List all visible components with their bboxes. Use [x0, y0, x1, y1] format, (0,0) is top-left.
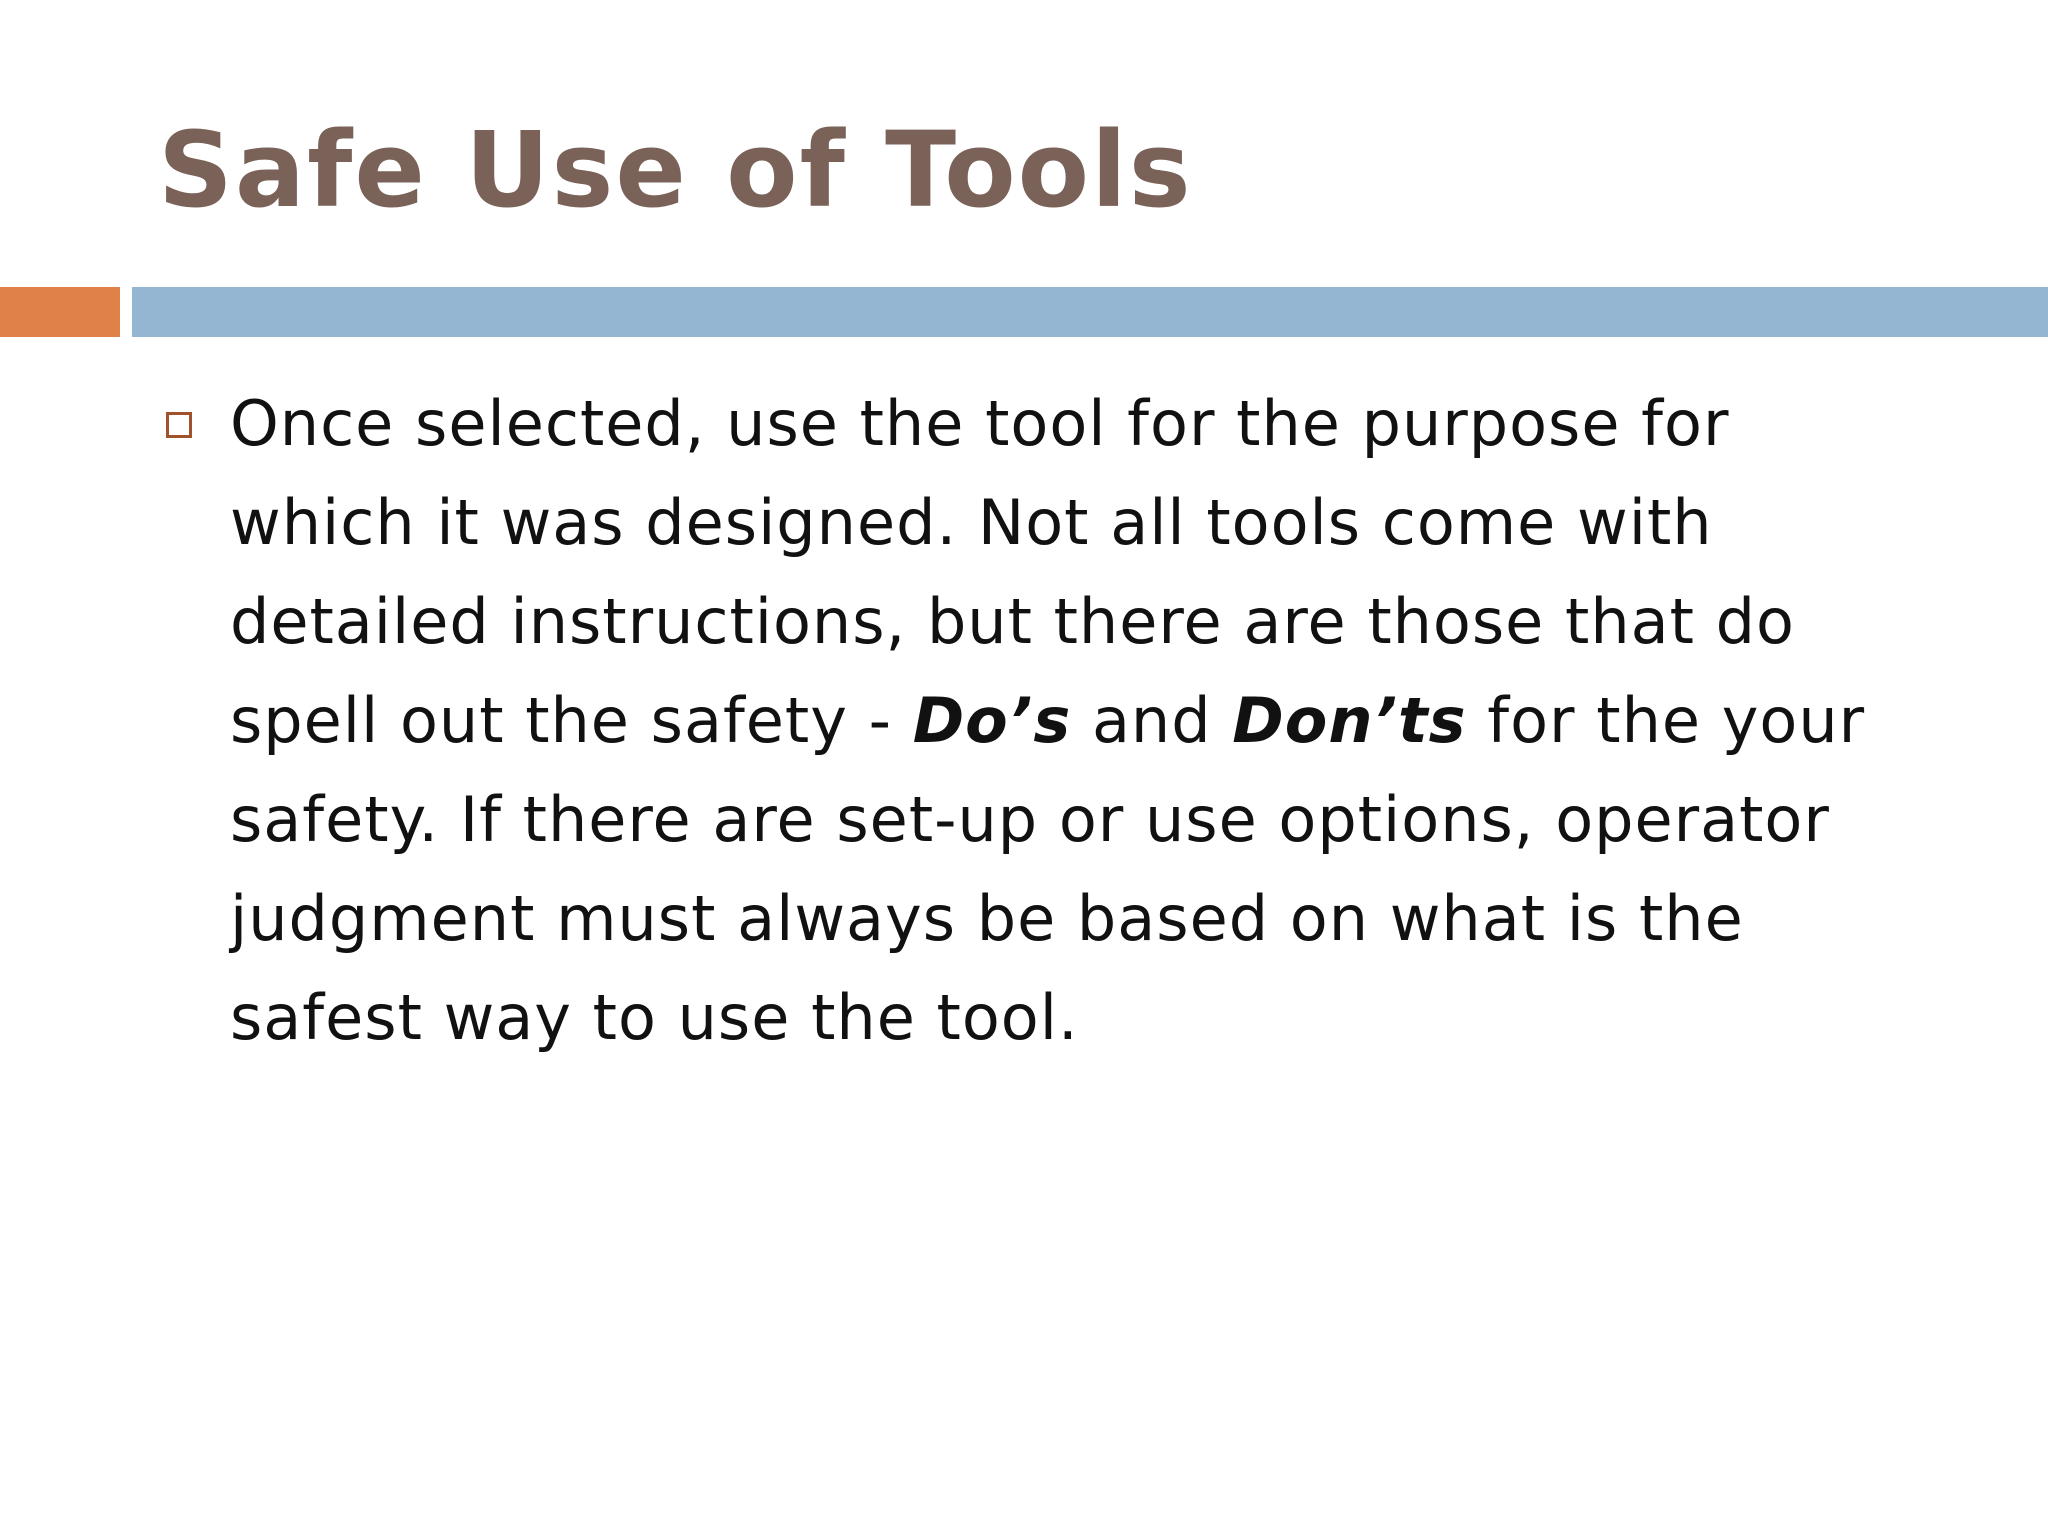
emphasis-donts: Don’ts — [1232, 684, 1467, 757]
emphasis-dos: Do’s — [912, 684, 1072, 757]
bullet-text-start: Once selected, use the tool for the purpose for which it was designed. Not all tools come with detailed instructions, but there are those that do spell out the safety - — [230, 387, 1795, 757]
bullet-text-end: for the your safety. If there are set-up or use options, operator judgment must always be based on what is the safest way to use the tool. — [230, 684, 1866, 1054]
accent-bar-orange — [0, 287, 120, 337]
bullet-text-middle: and — [1071, 684, 1233, 757]
slide-body — [160, 374, 1900, 1067]
slide-title: Safe Use of Tools — [158, 109, 1193, 231]
square-outline-bullet-icon — [166, 412, 192, 438]
accent-bar-blue — [132, 287, 2048, 337]
bullet-text — [230, 374, 1910, 1067]
bullet-item — [160, 374, 1900, 1067]
